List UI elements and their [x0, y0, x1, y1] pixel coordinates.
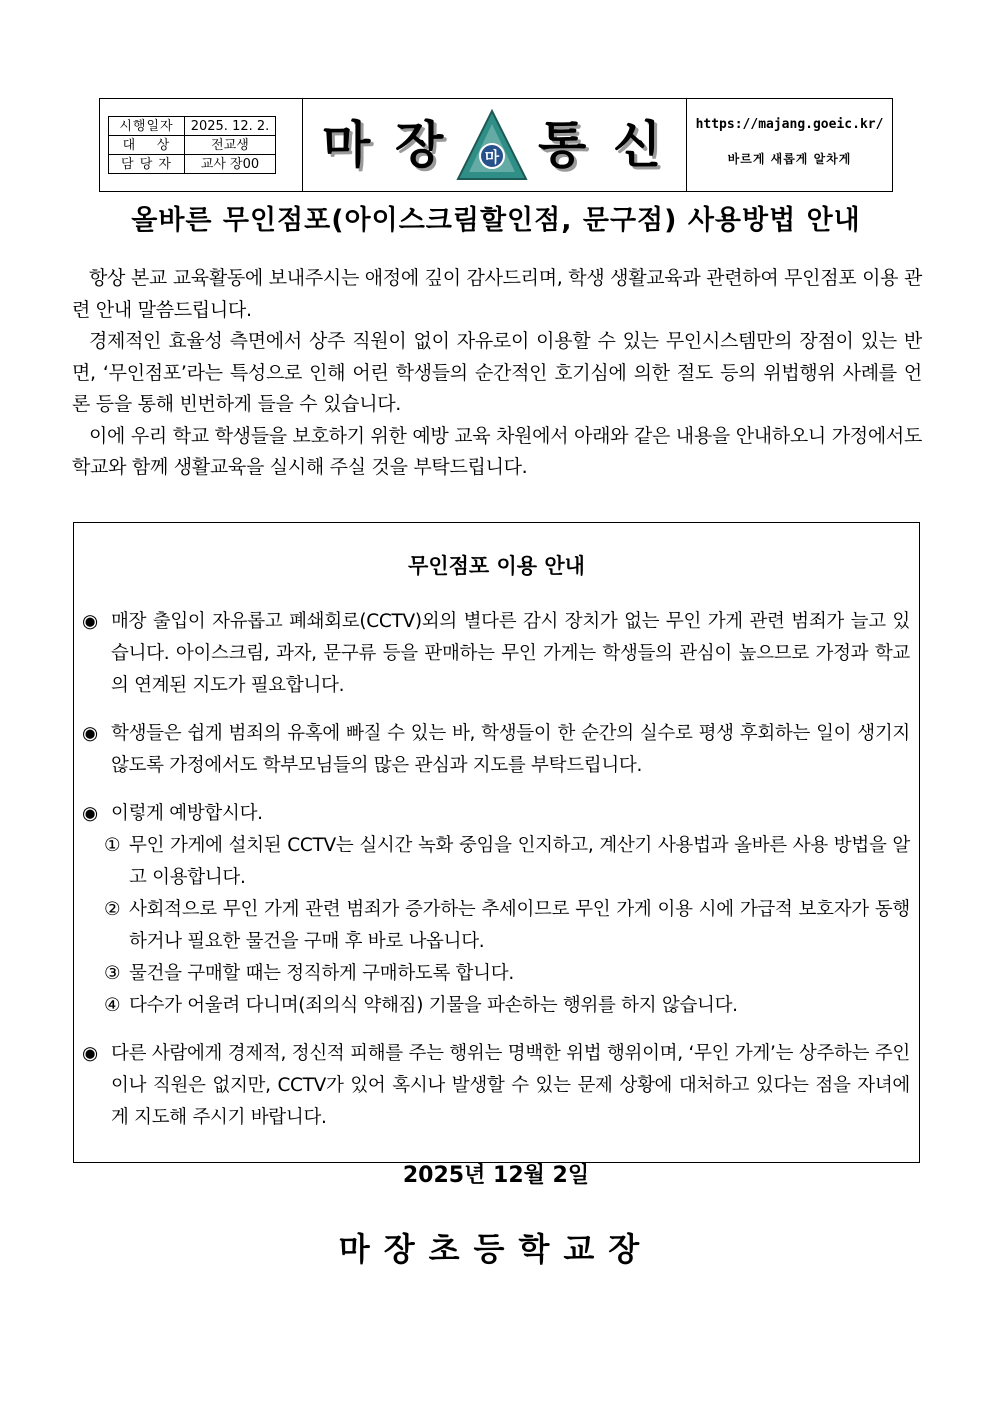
newsletter-header [99, 98, 893, 192]
meta-row-manager [109, 155, 276, 174]
step-number: ④ [104, 995, 121, 1016]
step-number: ① [104, 835, 121, 856]
prevention-step [82, 990, 910, 1022]
school-motto: 바르게 새롭게 알차게 [727, 152, 852, 166]
bullet-text: 이렇게 예방합시다. [111, 803, 263, 824]
masthead-char: 장 [395, 116, 444, 174]
meta-label: 대 상 [109, 136, 185, 155]
prevention-step [82, 894, 910, 958]
intro-paragraph: 이에 우리 학교 학생들을 보호하기 위한 예방 교육 차원에서 아래와 같은 내용을 안내하오니 가정에서도 학교와 함께 생활교육을 실시해 주실 것을 부탁드립니다. [72, 424, 922, 478]
prevention-step [82, 830, 910, 894]
meta-table [108, 116, 276, 174]
school-info [687, 99, 892, 191]
intro-paragraph: 경제적인 효율성 측면에서 상주 직원이 없이 자유로이 이용할 수 있는 무인시스템만의 장점이 있는 반면, ‘무인점포’라는 특성으로 인해 어린 학생들의 순간적인 호기심에 의한 절도 등의 위법행위 사례를 언론 등을 통해 빈번하게 들을 수 있습니다. [72, 330, 922, 415]
masthead-char: 마 [322, 116, 371, 174]
bullet-marker-icon: ◉ [82, 803, 98, 824]
step-number: ② [104, 899, 121, 920]
list-item [82, 606, 910, 702]
intro-section [72, 263, 922, 484]
notice-title: 무인점포 이용 안내 [408, 554, 585, 578]
step-text: 물건을 구매할 때는 정직하게 구매하도록 합니다. [129, 963, 514, 984]
masthead-char: 통 [538, 116, 587, 174]
bullet-text: 학생들은 쉽게 범죄의 유혹에 빠질 수 있는 바, 학생들이 한 순간의 실수로 평생 후회하는 일이 생기지 않도록 가정에서도 학부모님들의 많은 관심과 지도를 부탁드립니다. [111, 723, 910, 776]
meta-row-target [109, 136, 276, 155]
step-number: ③ [104, 963, 121, 984]
step-text: 다수가 어울려 다니며(죄의식 약해짐) 기물을 파손하는 행위를 하지 않습니다. [129, 995, 738, 1016]
bullet-text: 매장 출입이 자유롭고 폐쇄회로(CCTV)외의 별다른 감시 장치가 없는 무인 가게 관련 범죄가 늘고 있습니다. 아이스크림, 과자, 문구류 등을 판매하는 무인 가게는 학생들의 관심이 높으므로 가정과 학교의 연계된 지도가 필요합니다. [111, 611, 910, 696]
list-item [82, 718, 910, 782]
notice-box [73, 522, 920, 1163]
document-title: 올바른 무인점포(아이스크림할인점, 문구점) 사용방법 안내 [131, 205, 861, 236]
meta-label: 시행일자 [109, 117, 185, 136]
principal-signature: 마장초등학교장 [338, 1230, 654, 1268]
prevention-step [82, 958, 910, 990]
meta-row-date [109, 117, 276, 136]
meta-value: 2025. 12. 2. [185, 117, 276, 136]
list-item [82, 798, 910, 830]
masthead-char: 신 [613, 116, 662, 174]
meta-value: 교사 장00 [185, 155, 276, 174]
school-logo-icon [455, 108, 529, 182]
bullet-marker-icon: ◉ [82, 1043, 98, 1064]
meta-label: 담 당 자 [109, 155, 185, 174]
notice-list [82, 606, 910, 1150]
logo-text: 마 [484, 148, 500, 166]
school-url-link[interactable]: https://majang.goeic.kr/ [695, 117, 884, 132]
meta-panel [100, 99, 303, 191]
step-text: 사회적으로 무인 가게 관련 범죄가 증가하는 추세이므로 무인 가게 이용 시에 가급적 보호자가 동행하거나 필요한 물건을 구매 후 바로 나옵니다. [129, 899, 910, 952]
intro-paragraph: 항상 본교 교육활동에 보내주시는 애정에 깊이 감사드리며, 학생 생활교육과 관련하여 무인점포 이용 관련 안내 말씀드립니다. [72, 267, 922, 321]
issue-date: 2025년 12월 2일 [402, 1163, 590, 1188]
bullet-marker-icon: ◉ [82, 723, 98, 744]
meta-value: 전교생 [185, 136, 276, 155]
bullet-marker-icon: ◉ [82, 611, 98, 632]
masthead [302, 99, 687, 191]
list-item [82, 1038, 910, 1134]
bullet-text: 다른 사람에게 경제적, 정신적 피해를 주는 행위는 명백한 위법 행위이며, ‘무인 가게’는 상주하는 주인이나 직원은 없지만, CCTV가 있어 혹시나 발생할 수 있는 문제 상황에 대처하고 있다는 점을 자녀에게 지도해 주시기 바랍니다. [111, 1043, 910, 1128]
step-text: 무인 가게에 설치된 CCTV는 실시간 녹화 중임을 인지하고, 계산기 사용법과 올바른 사용 방법을 알고 이용합니다. [129, 835, 910, 888]
